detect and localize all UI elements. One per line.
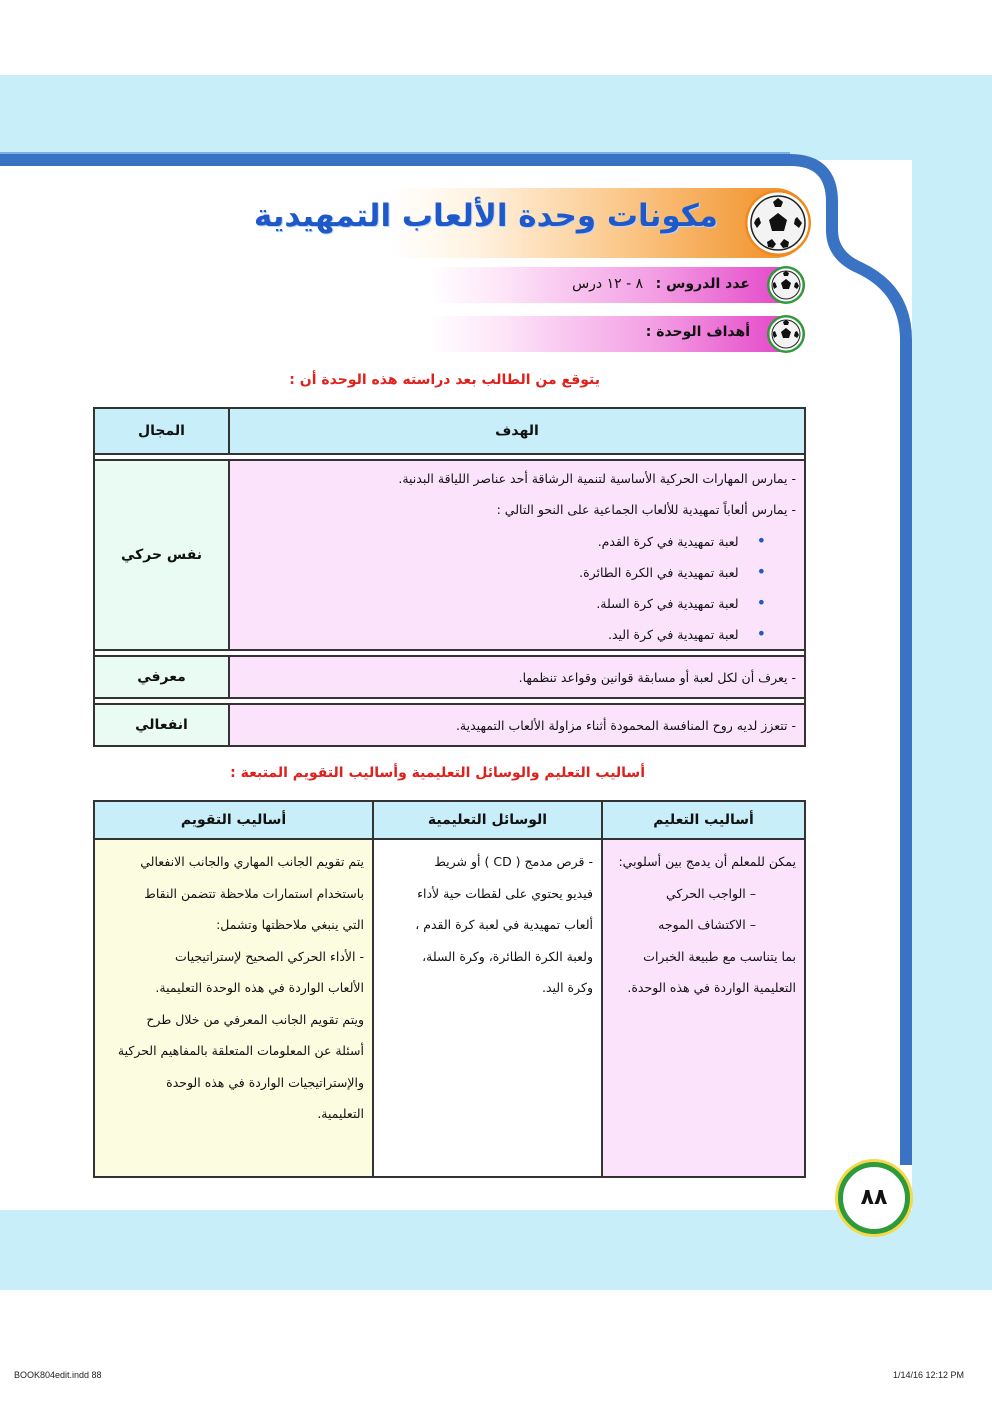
page-number: ٨٨ [860,1185,888,1210]
unit-title: مكونات وحدة الألعاب التمهيدية [253,198,718,234]
goal-line: - يعرف أن لكل لعبة أو مسابقة قوانين وقواعد تنظمها. [518,669,796,685]
header-aids: الوسائل التعليمية [373,801,602,839]
goals-row-affective [94,704,805,746]
teaching-line: – الاكتشاف الموجه [658,917,756,932]
evaluation-line: الألعاب الواردة في هذه الوحدة التعليمية. [155,980,364,995]
objectives-label: أهداف الوحدة : [645,324,750,340]
page-number-badge [838,1162,910,1234]
bullet-item: •لعبة تمهيدية في كرة السلة. [596,593,766,612]
evaluation-line: يتم تقويم الجانب المهاري والجانب الانفعالي [140,854,364,869]
goal-line: - يمارس المهارات الحركية الأساسية لتنمية الرشاقة أحد عناصر اللياقة البدنية. [398,471,796,486]
aids-cell [373,839,602,1177]
aids-line: ألعاب تمهيدية في لعبة كرة القدم ، [415,917,593,932]
evaluation-line: التي ينبغي ملاحظتها وتشمل: [216,917,364,932]
soccer-ball-icon [767,315,805,353]
header-teaching: أساليب التعليم [602,801,805,839]
goals-row-cognitive [94,656,805,698]
bullet-dot-icon: • [756,624,766,643]
goal-line: - تتعزز لديه روح المنافسة المحمودة أثناء مزاولة الألعاب التمهيدية. [455,717,796,733]
teaching-line: يمكن للمعلم أن يدمج بين أسلوبي: [618,854,796,869]
bullet-dot-icon: • [756,562,766,581]
aids-line: - قرص مدمج ( CD ) أو شريط [434,854,593,869]
teaching-line: التعليمية الواردة في هذه الوحدة. [627,980,796,995]
evaluation-line: أسئلة عن المعلومات المتعلقة بالمفاهيم الحركية [117,1043,364,1058]
field-psychomotor: نفس حركي [94,460,229,650]
soccer-ball-icon [745,190,811,256]
teaching-cell [602,839,805,1177]
bullet-item: •لعبة تمهيدية في الكرة الطائرة. [579,562,766,581]
field-affective: انفعالي [94,704,229,746]
evaluation-line: - الأداء الحركي الصحيح لإستراتيجيات [175,948,364,964]
file-info: BOOK804edit.indd 88 [14,1370,102,1380]
teaching-line: بما يتناسب مع طبيعة الخبرات [643,948,796,964]
goal-cell [229,704,805,746]
goal-cell [229,656,805,698]
bullet-item: •لعبة تمهيدية في كرة اليد. [607,624,766,643]
goal-line: - يمارس ألعاباً تمهيدية للألعاب الجماعية على النحو التالي : [496,502,796,517]
lessons-row [572,276,750,292]
field-cognitive: معرفي [94,656,229,698]
goals-table [93,407,806,747]
evaluation-line: والإستراتيجيات الواردة في هذه الوحدة [166,1074,364,1090]
methods-table [93,800,806,1178]
goal-cell [229,460,805,650]
bullet-item: •لعبة تمهيدية في كرة القدم. [597,531,766,550]
goals-row-psychomotor [94,460,805,650]
teaching-line: – الواجب الحركي [665,885,756,901]
soccer-ball-icon [767,266,805,304]
methods-body-row [94,839,805,1177]
evaluation-line: باستخدام استمارات ملاحظة تتضمن النقاط [144,885,364,901]
aids-line: ولعبة الكرة الطائرة، وكرة السلة، [422,948,593,964]
lessons-label: عدد الدروس : [655,276,750,292]
header-evaluation: أساليب التقويم [94,801,373,839]
goals-header-row [94,408,805,454]
print-timestamp: 1/14/16 12:12 PM [892,1370,964,1380]
evaluation-line: ويتم تقويم الجانب المعرفي من خلال طرح [146,1011,364,1027]
header-field: المجال [94,408,229,454]
header-goal: الهدف [229,408,805,454]
methods-heading: أساليب التعليم والوسائل التعليمية وأساليب التقويم المتبعة : [230,765,645,781]
bullet-dot-icon: • [756,593,766,612]
lessons-value: ٨ - ١٢ درس [572,276,644,292]
aids-line: فيديو يحتوي على لقطات حية لأداء [417,885,593,901]
bullet-dot-icon: • [756,531,766,550]
methods-header-row [94,801,805,839]
evaluation-cell [94,839,373,1177]
intro-text: يتوقع من الطالب بعد دراسته هذه الوحدة أن : [289,372,600,388]
evaluation-line: التعليمية. [317,1106,364,1121]
aids-line: وكرة اليد. [542,980,593,995]
